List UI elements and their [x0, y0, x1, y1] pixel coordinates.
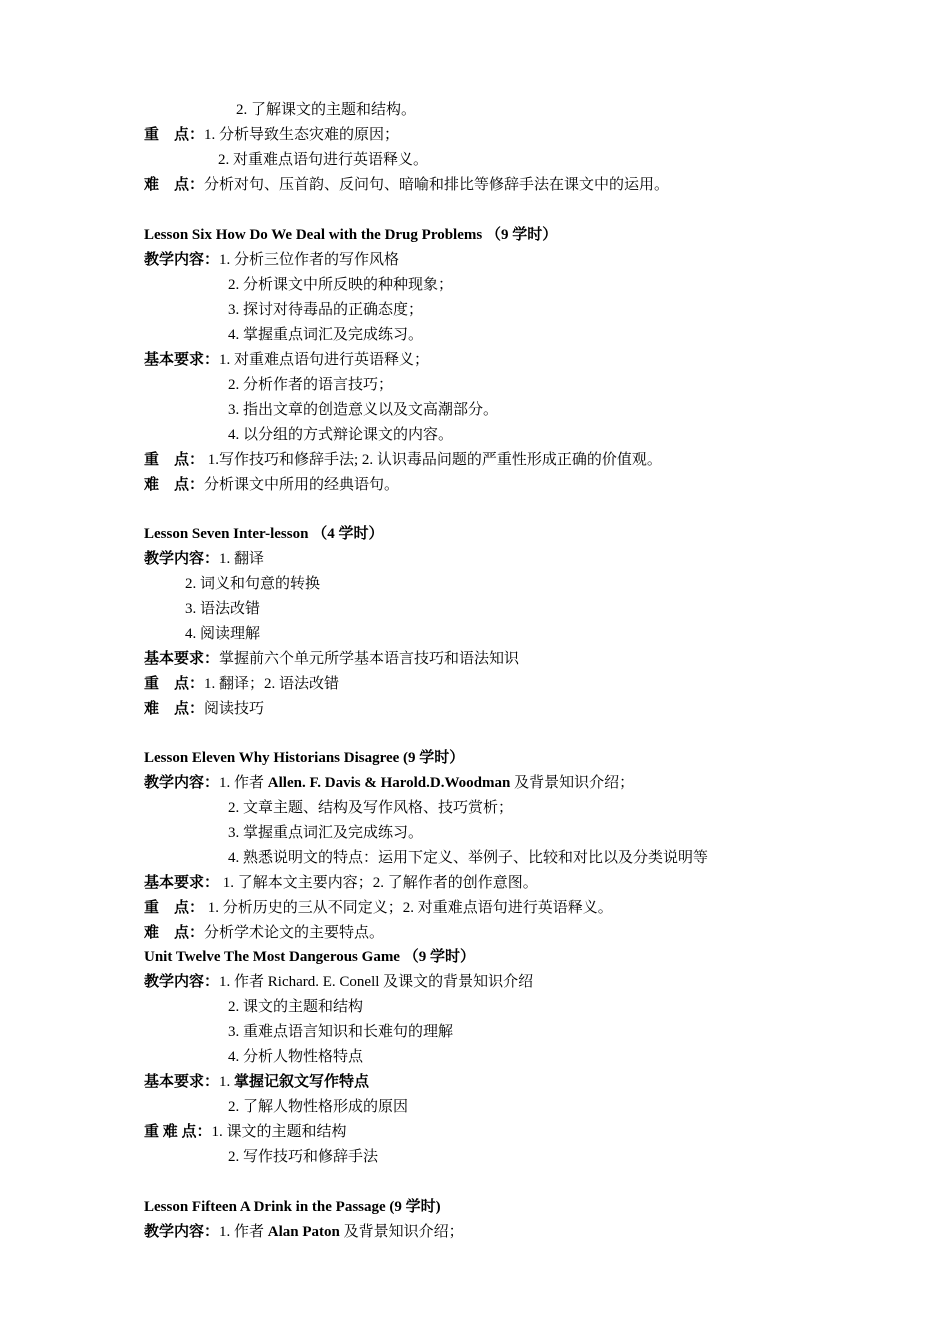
requirement-item: 2. 了解人物性格形成的原因: [228, 1099, 409, 1115]
key-difficulty-line: [144, 1120, 347, 1145]
key-difficulty-item: 2. 写作技巧和修辞手法: [228, 1149, 379, 1165]
requirements-line: [144, 348, 429, 373]
requirement-item: 4. 以分组的方式辩论课文的内容。: [228, 427, 454, 443]
requirements-label: 基本要求：: [144, 651, 220, 667]
lesson-fifteen-heading: Lesson Fifteen A Drink in the Passage (9 学时): [144, 1199, 441, 1215]
requirement-item: 3. 指出文章的创造意义以及文高潮部分。: [228, 402, 499, 418]
content-item: 4. 阅读理解: [185, 626, 261, 642]
content-item: 4. 分析人物性格特点: [228, 1049, 364, 1065]
key-difficulty-item: 1. 课文的主题和结构: [211, 1124, 347, 1140]
requirements-line: [144, 871, 538, 896]
content-label: 教学内容：: [144, 551, 220, 567]
requirement-text: 掌握前六个单元所学基本语言技巧和语法知识: [219, 651, 520, 667]
content-item: 2. 词义和句意的转换: [185, 576, 321, 592]
difficulty-label: 难 点：: [144, 701, 205, 717]
content-item: 3. 重难点语言知识和长难句的理解: [228, 1024, 454, 1040]
content-item-prefix: 1. 作者: [219, 1224, 268, 1240]
difficulty-text: 分析学术论文的主要特点。: [204, 925, 385, 941]
requirements-line: [144, 1070, 369, 1095]
requirements-label: 基本要求：: [144, 352, 220, 368]
difficulty-text: 阅读技巧: [204, 701, 265, 717]
key-points-line: [144, 672, 339, 697]
content-item: 3. 探讨对待毒品的正确态度；: [228, 302, 424, 318]
lesson-eleven-heading: Lesson Eleven Why Historians Disagree (9 学时）: [144, 750, 465, 766]
difficulty-label: 难 点：: [144, 925, 205, 941]
requirements-line: [144, 647, 519, 672]
key-points-label: 重 点：: [144, 676, 205, 692]
key-point-text: 2. 对重难点语句进行英语释义。: [218, 152, 429, 168]
lesson-seven-heading: Lesson Seven Inter-lesson （4 学时）: [144, 526, 384, 542]
key-points-label: 重 点：: [144, 900, 205, 916]
key-points-label: 重 点：: [144, 452, 205, 468]
content-line: [144, 970, 533, 995]
key-point-text: 1. 翻译；2. 语法改错: [204, 676, 340, 692]
requirement-bold: 掌握记叙文写作特点: [234, 1074, 370, 1090]
requirement-item: 1. 对重难点语句进行英语释义；: [219, 352, 430, 368]
key-points-line: [144, 896, 613, 921]
content-item: 3. 掌握重点词汇及完成练习。: [228, 825, 424, 841]
difficulty-line: [144, 173, 669, 198]
author-name: Alan Paton: [267, 1224, 340, 1240]
difficulty-line: [144, 697, 264, 722]
content-item: 2. 文章主题、结构及写作风格、技巧赏析；: [228, 800, 514, 816]
content-item: 4. 熟悉说明文的特点：运用下定义、举例子、比较和对比以及分类说明等: [228, 850, 709, 866]
content-item: 3. 语法改错: [185, 601, 261, 617]
content-item: 1. 作者 Richard. E. Conell 及课文的背景知识介绍: [219, 974, 534, 990]
content-item-suffix: 及背景知识介绍；: [510, 775, 635, 791]
key-points-label: 重 点：: [144, 127, 205, 143]
key-point-text: 1.写作技巧和修辞手法; 2. 认识毒品问题的严重性形成正确的价值观。: [204, 452, 662, 468]
lesson-six-heading: Lesson Six How Do We Deal with the Drug Problems （9 学时）: [144, 227, 558, 243]
requirement-prefix: 1.: [219, 1074, 235, 1090]
content-item: 2. 分析课文中所反映的种种现象；: [228, 277, 454, 293]
content-item: 1. 分析三位作者的写作风格: [219, 252, 400, 268]
requirement-text: 1. 了解本文主要内容；2. 了解作者的创作意图。: [219, 875, 538, 891]
key-point-text: 1. 分析导致生态灾难的原因；: [204, 127, 400, 143]
requirements-label: 基本要求：: [144, 875, 220, 891]
key-points-line: [144, 123, 399, 148]
content-line: [144, 1220, 464, 1245]
content-item: 1. 翻译: [219, 551, 265, 567]
requirement-item: 2. 分析作者的语言技巧；: [228, 377, 394, 393]
key-point-text: 1. 分析历史的三从不同定义；2. 对重难点语句进行英语释义。: [204, 900, 613, 916]
content-item: 2. 课文的主题和结构: [228, 999, 364, 1015]
author-names: Allen. F. Davis & Harold.D.Woodman: [267, 775, 511, 791]
content-line: [144, 547, 264, 572]
objective-line: 2. 了解课文的主题和结构。: [236, 102, 417, 118]
content-label: 教学内容：: [144, 775, 220, 791]
content-line: [144, 248, 399, 273]
difficulty-label: 难 点：: [144, 477, 205, 493]
content-item: 4. 掌握重点词汇及完成练习。: [228, 327, 424, 343]
difficulty-text: 分析课文中所用的经典语句。: [204, 477, 400, 493]
content-line: [144, 771, 634, 796]
key-points-line: [144, 448, 662, 473]
difficulty-label: 难 点：: [144, 177, 205, 193]
content-label: 教学内容：: [144, 252, 220, 268]
key-difficulty-label: 重 难 点：: [144, 1124, 212, 1140]
content-label: 教学内容：: [144, 1224, 220, 1240]
content-item-suffix: 及背景知识介绍；: [339, 1224, 464, 1240]
content-label: 教学内容：: [144, 974, 220, 990]
difficulty-line: [144, 473, 399, 498]
unit-twelve-heading: Unit Twelve The Most Dangerous Game （9 学时）: [144, 949, 475, 965]
difficulty-line: [144, 921, 384, 946]
difficulty-text: 分析对句、压首韵、反问句、暗喻和排比等修辞手法在课文中的运用。: [204, 177, 670, 193]
requirements-label: 基本要求：: [144, 1074, 220, 1090]
content-item-prefix: 1. 作者: [219, 775, 268, 791]
